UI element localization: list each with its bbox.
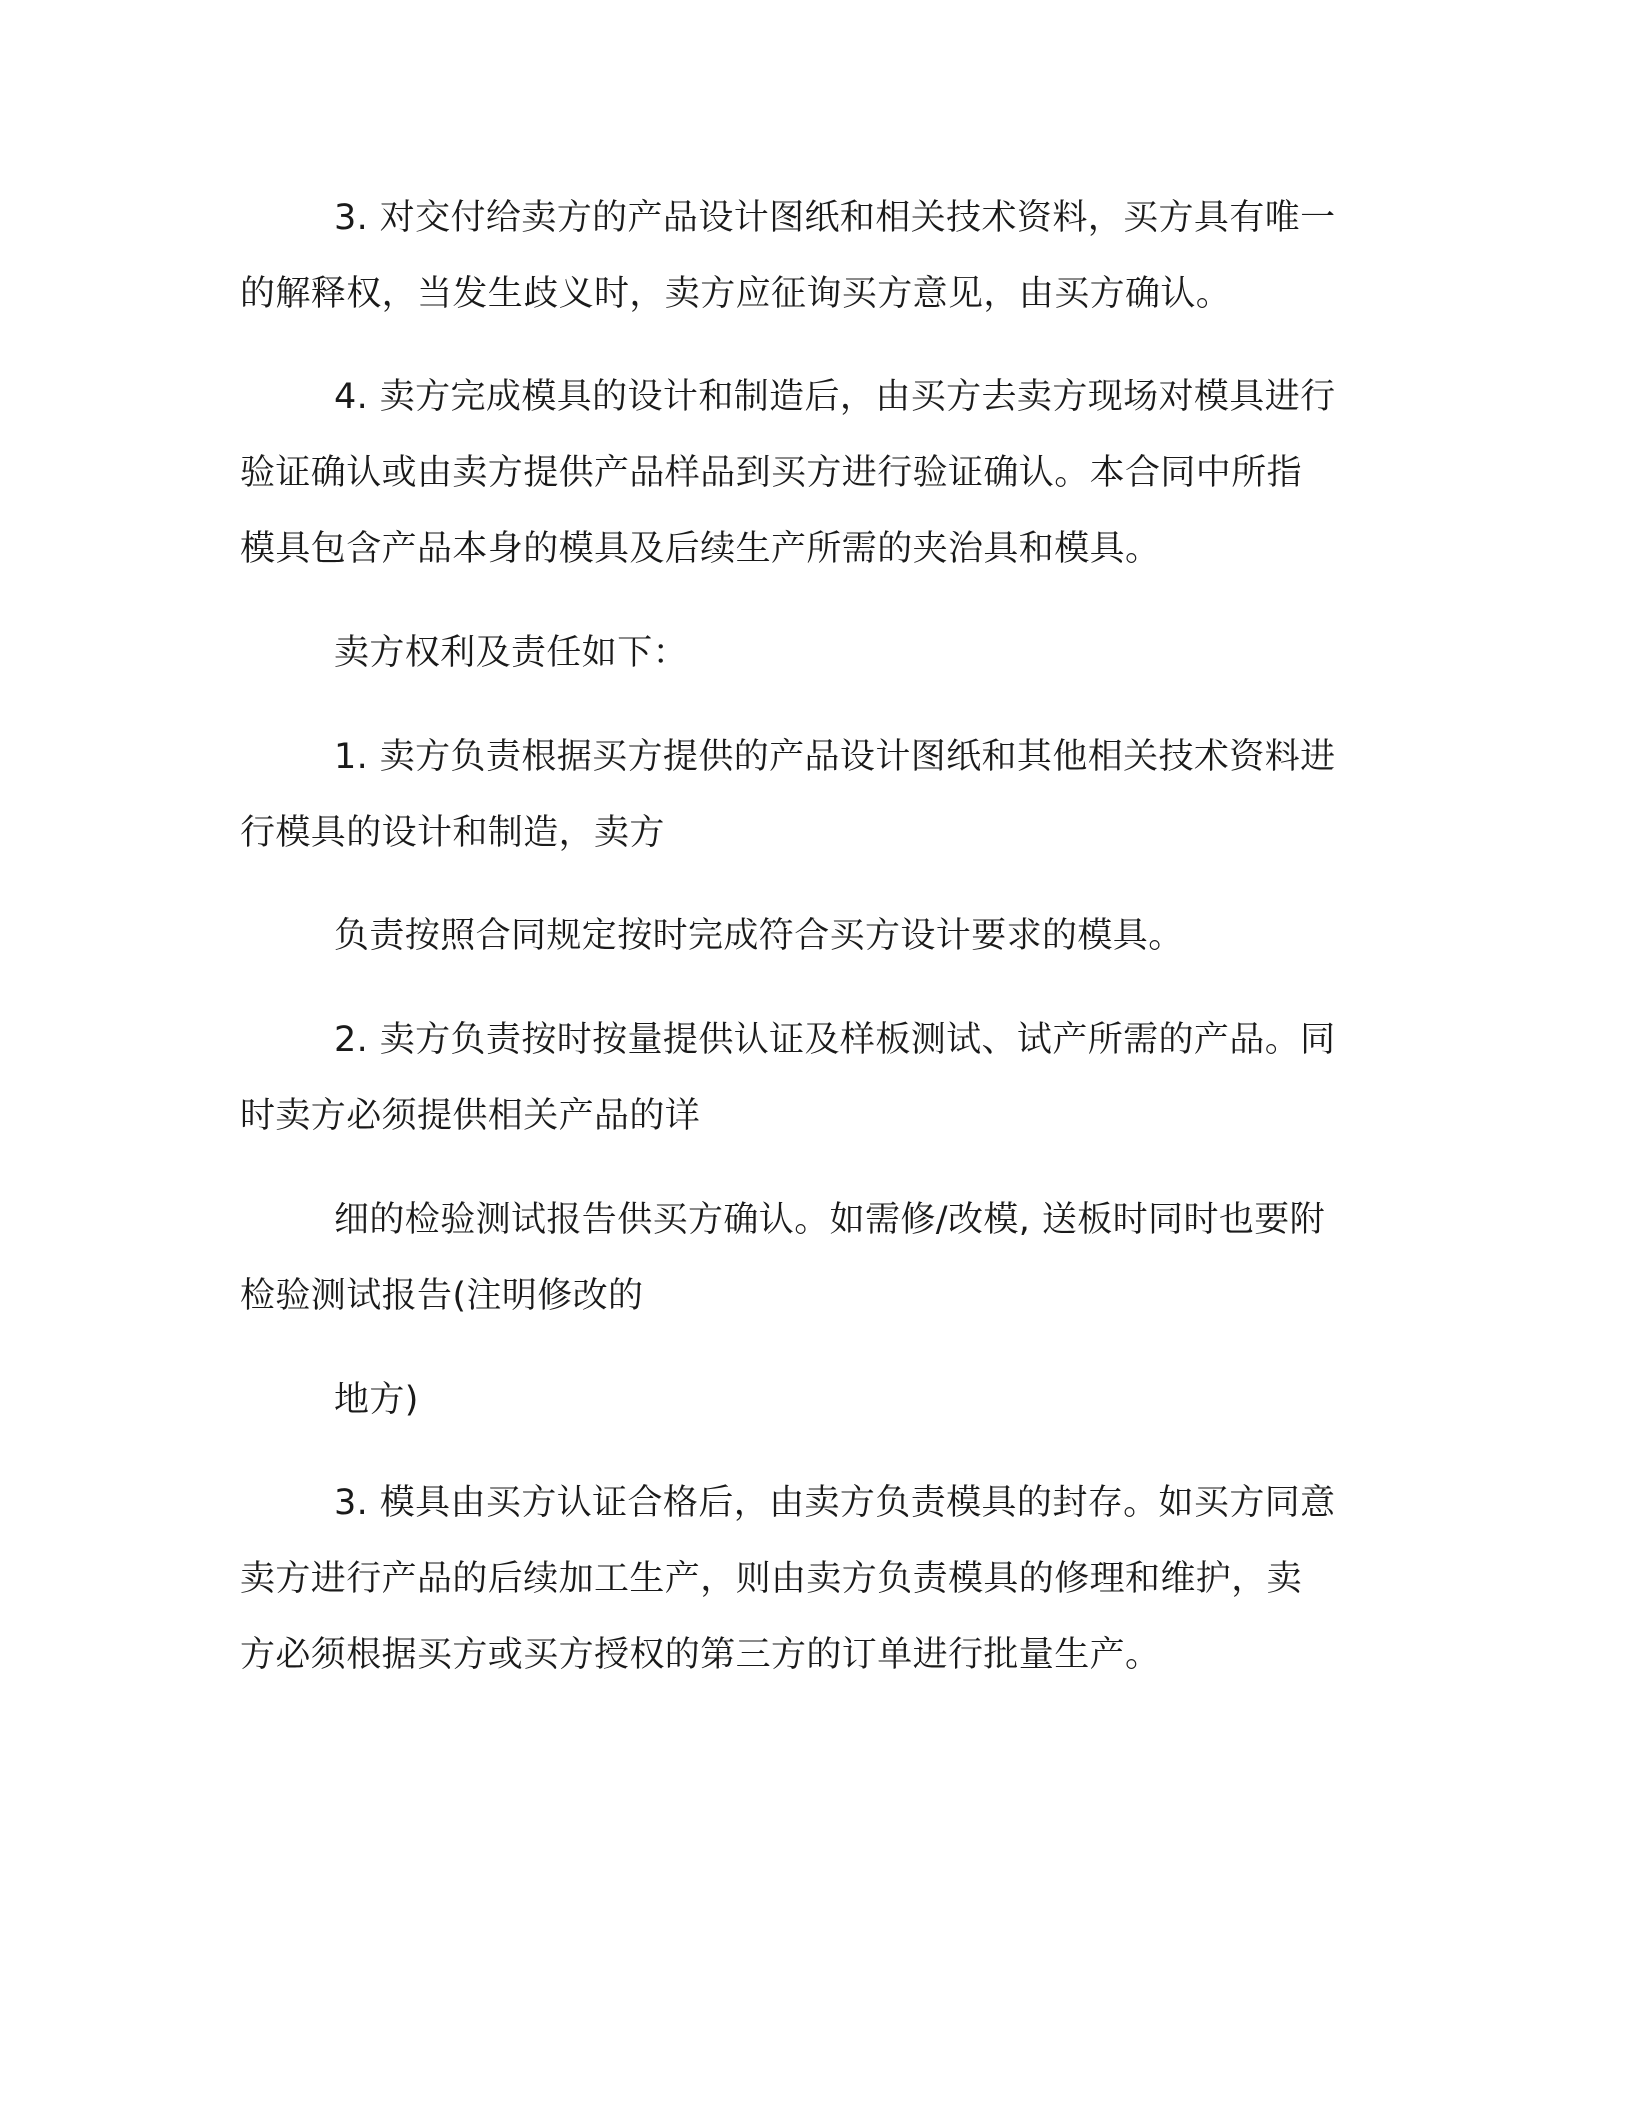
paragraph-line: 时卖方必须提供相关产品的详 [240, 1096, 701, 1136]
paragraph-line: 的解释权，当发生歧义时，卖方应征询买方意见，由买方确认。 [240, 274, 1232, 314]
paragraph-line: 负责按照合同规定按时完成符合买方设计要求的模具。 [334, 916, 1184, 956]
paragraph-line: 行模具的设计和制造，卖方 [240, 813, 665, 853]
paragraph-line: 检验测试报告(注明修改的 [240, 1276, 644, 1316]
paragraph-line: 验证确认或由卖方提供产品样品到买方进行验证确认。本合同中所指 [240, 453, 1303, 493]
paragraph-line: 模具包含产品本身的模具及后续生产所需的夹治具和模具。 [240, 529, 1161, 569]
paragraph-line: 3. 对交付给卖方的产品设计图纸和相关技术资料，买方具有唯一 [334, 198, 1336, 238]
paragraph-line: 3. 模具由买方认证合格后，由卖方负责模具的封存。如买方同意 [334, 1483, 1336, 1523]
paragraph-line: 细的检验测试报告供买方确认。如需修/改模, 送板时同时也要附 [334, 1200, 1326, 1240]
paragraph-line: 地方) [334, 1380, 419, 1420]
paragraph-line: 2. 卖方负责按时按量提供认证及样板测试、试产所需的产品。同 [334, 1020, 1336, 1060]
paragraph-line: 卖方进行产品的后续加工生产，则由卖方负责模具的修理和维护，卖 [240, 1559, 1303, 1599]
paragraph-line: 1. 卖方负责根据买方提供的产品设计图纸和其他相关技术资料进 [334, 737, 1336, 777]
paragraph-line: 4. 卖方完成模具的设计和制造后，由买方去卖方现场对模具进行 [334, 377, 1336, 417]
paragraph-line: 方必须根据买方或买方授权的第三方的订单进行批量生产。 [240, 1635, 1161, 1675]
section-heading: 卖方权利及责任如下： [334, 633, 689, 673]
